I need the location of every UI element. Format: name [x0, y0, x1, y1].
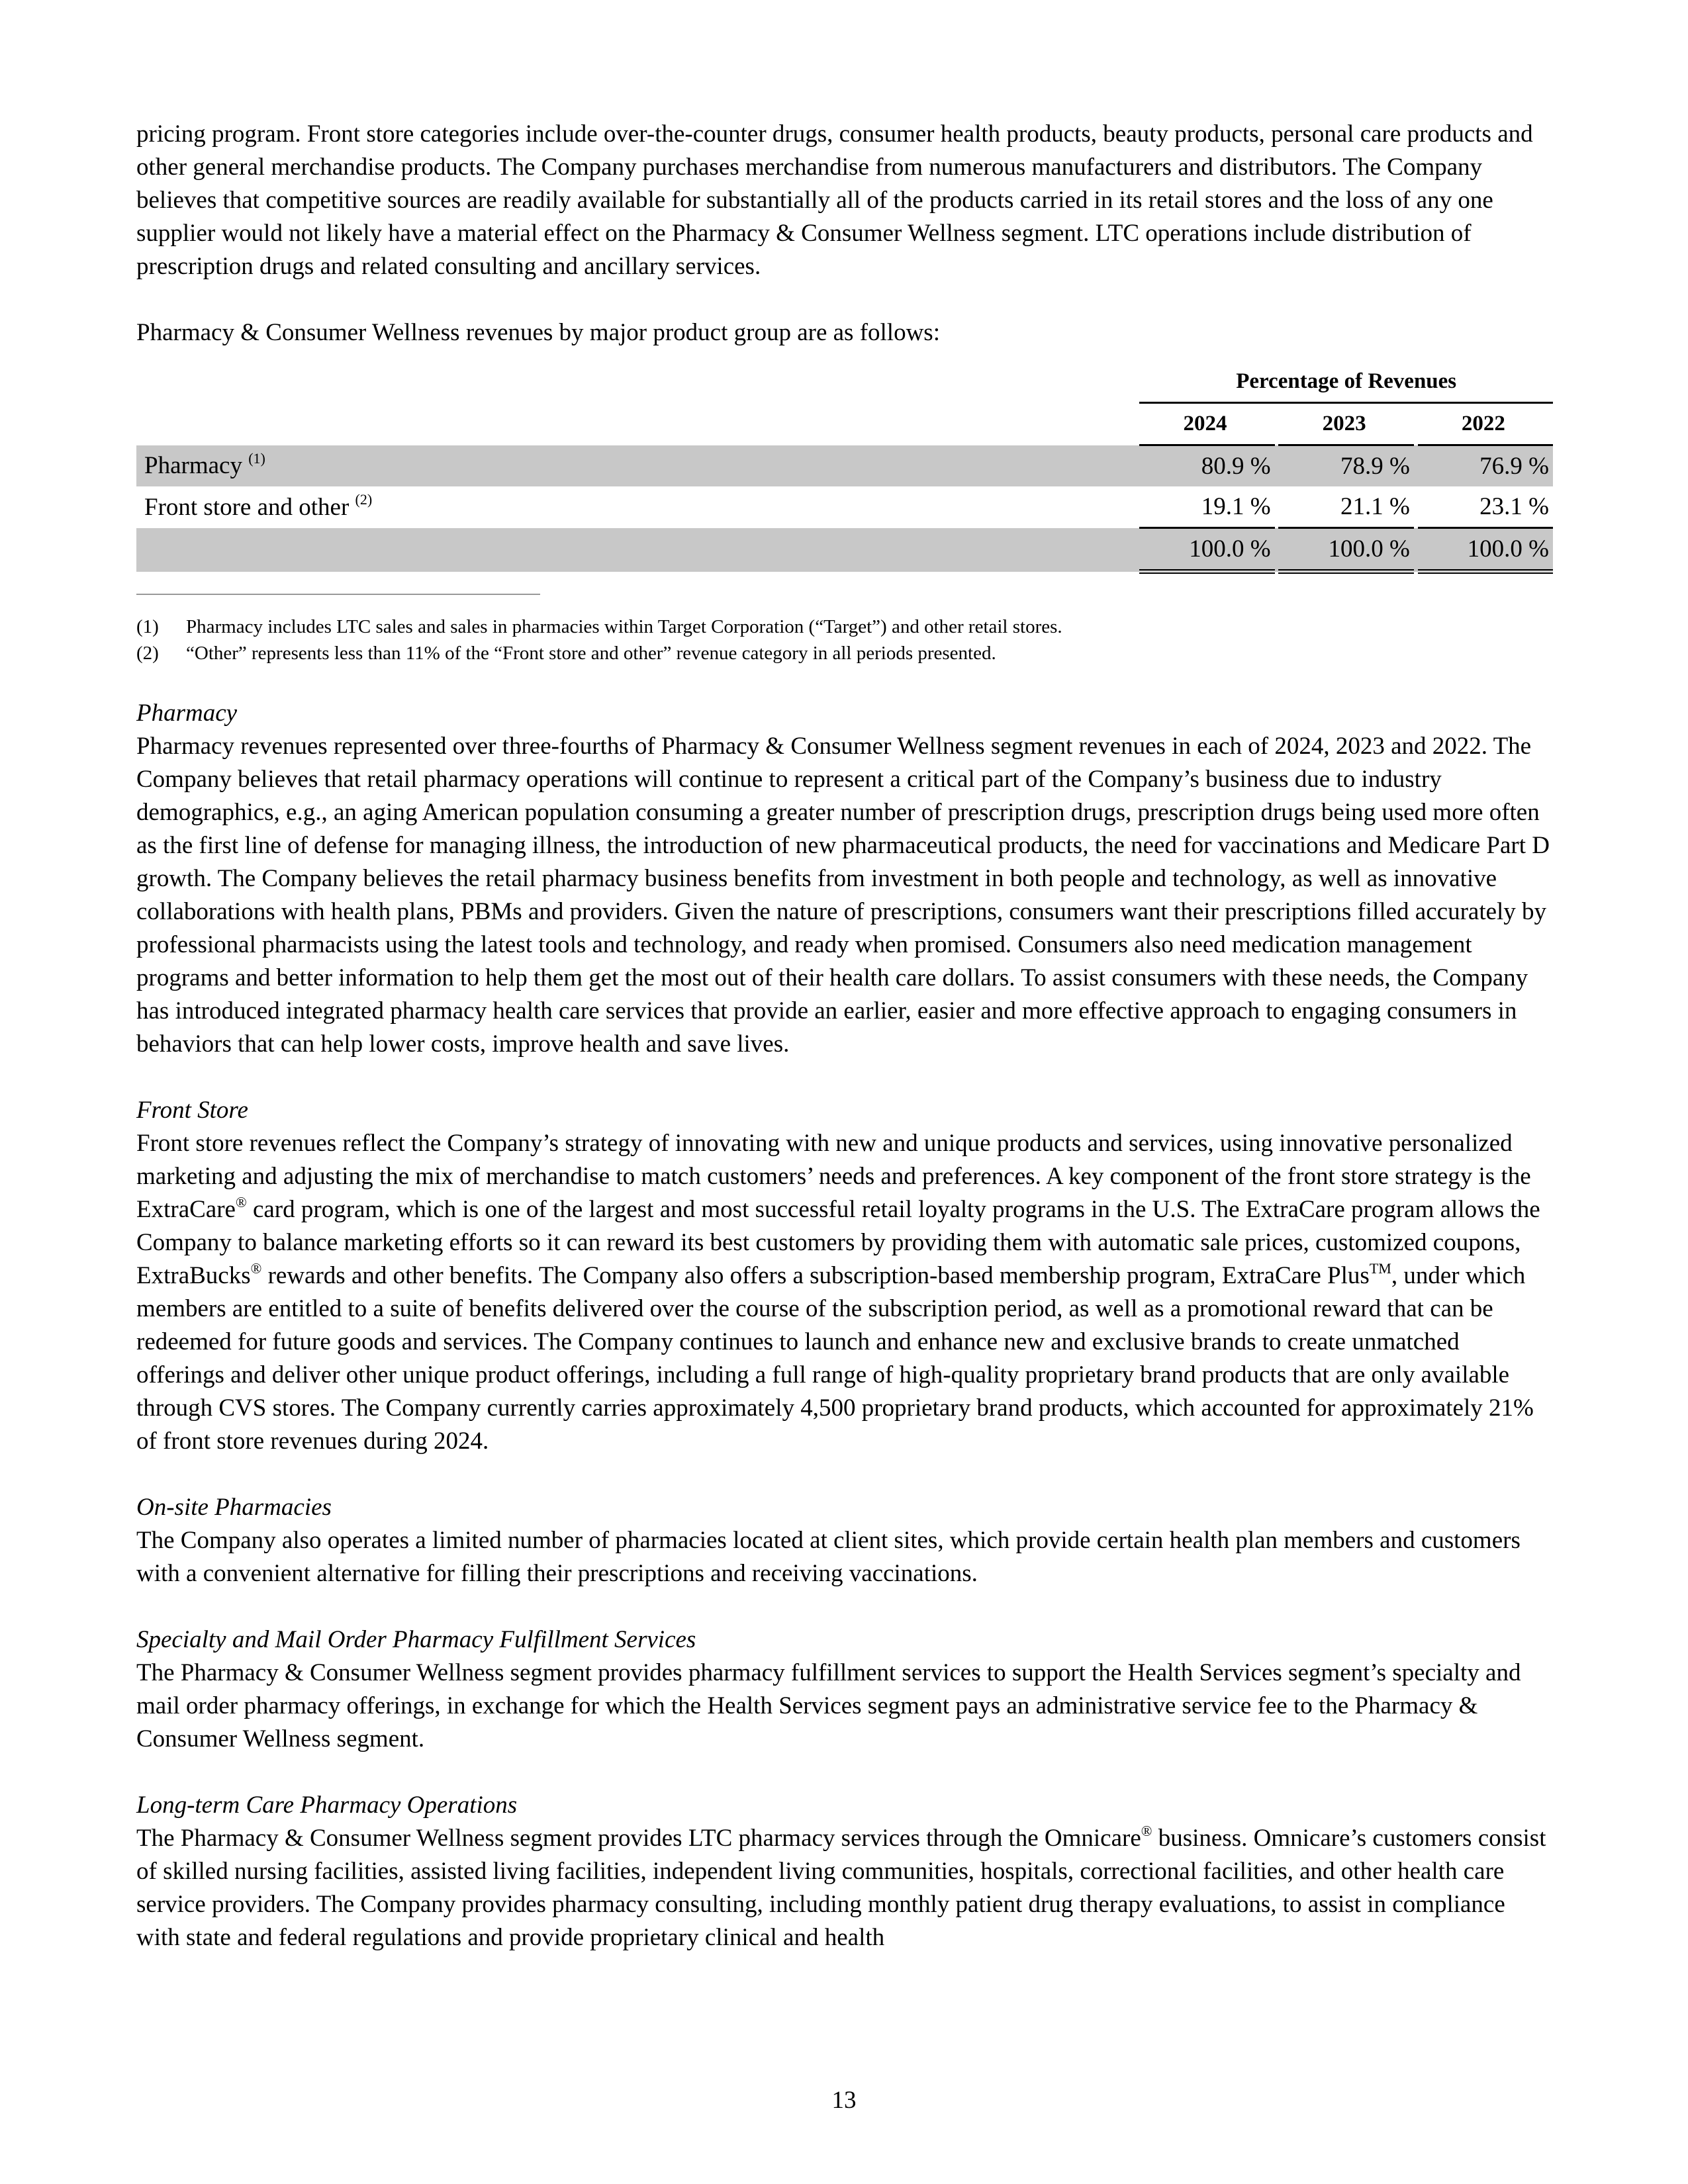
trademark: TM [1369, 1259, 1391, 1277]
table-cell-total: 100.0 % [1418, 528, 1553, 572]
footnote-text: Pharmacy includes LTC sales and sales in pharmacies within Target Corporation (“Target”) and other retail stores. [186, 616, 1062, 637]
footnote-text: “Other” represents less than 11% of the “Front store and other” revenue category in all periods presented. [186, 643, 996, 664]
section-body-onsite: The Company also operates a limited number of pharmacies located at client sites, which provide certain health plan members and customers with a convenient alternative for filling their prescriptions and receiving vaccinations. [136, 1527, 1521, 1587]
footnotes [136, 614, 1553, 666]
footnote-ref: (2) [355, 491, 373, 508]
table-row-total [136, 528, 1553, 572]
section-body-specialty: The Pharmacy & Consumer Wellness segment provides pharmacy fulfillment services to support the Health Services segment’s specialty and mail order pharmacy offerings, in exchange for which the Health Services segment pays an administrative service fee to the Pharmacy & Consumer Wellness segment. [136, 1659, 1521, 1752]
section-heading-onsite: On-site Pharmacies [136, 1494, 332, 1521]
section-heading-ltc: Long-term Care Pharmacy Operations [136, 1792, 518, 1819]
table-intro: Pharmacy & Consumer Wellness revenues by major product group are as follows: [136, 319, 940, 346]
document-page [136, 118, 1553, 1954]
table-cell: 76.9 % [1479, 453, 1549, 480]
table-cell: 21.1 % [1278, 486, 1413, 528]
year-header: 2024 [1139, 403, 1274, 445]
section-heading-specialty: Specialty and Mail Order Pharmacy Fulfillment Services [136, 1626, 696, 1653]
registered-mark: ® [1141, 1822, 1152, 1839]
table-row-pharmacy [136, 445, 1553, 487]
footnote [136, 614, 1553, 640]
registered-mark: ® [250, 1259, 262, 1277]
section-body-pharmacy: Pharmacy revenues represented over three-fourths of Pharmacy & Consumer Wellness segment revenues in each of 2024, 2023 and 2022. The Company believes that retail pharmacy operations will continue to represent a critical part of the Company’s business due to industry demographics, e.g., an aging American population consuming a greater number of prescription drugs, prescription drugs being used more often as the first line of defense for managing illness, the introduction of new pharmaceutical products, the need for vaccinations and Medicare Part D growth. The Company believes the retail pharmacy business benefits from investment in both people and technology, as well as innovative collaborations with health plans, PBMs and providers. Given the nature of prescriptions, consumers want their prescriptions filled accurately by professional pharmacists using the latest tools and technology, and ready when promised. Consumers also need medication management programs and better information to help them get the most out of their health care dollars. To assist consumers with these needs, the Company has introduced integrated pharmacy health care services that provide an earlier, easier and more effective approach to engaging consumers in behaviors that can help lower costs, improve health and save lives. [136, 733, 1550, 1058]
section-body-front-store: Front store revenues reflect the Company’s strategy of innovating with new and unique products and services, using innovative personalized marketing and adjusting the mix of merchandise to match customers’ needs and preferences. A key component of the front store strategy is the ExtraCare® card program, which is one of the largest and most successful retail loyalty programs in the U.S. The ExtraCare program allows the Company to balance marketing efforts so it can reward its best customers by providing them with automatic sale prices, customized coupons, ExtraBucks® rewards and other benefits. The Company also offers a subscription-based membership program, ExtraCare Plus™, under which members are entitled to a suite of benefits delivered over the course of the subscription period, as well as a promotional reward that can be redeemed for future goods and services. The Company continues to launch and enhance new and exclusive brands to create unmatched offerings and deliver other unique product offerings, including a full range of high-quality proprietary brand products that are only available through CVS stores. The Company currently carries approximately 4,500 proprietary brand products, which accounted for approximately 21% of front store revenues during 2024. [136, 1130, 1540, 1455]
row-label: Pharmacy [144, 452, 242, 480]
table-cell: 78.9 % [1340, 453, 1410, 480]
footnote [136, 640, 1553, 666]
table-cell: 80.9 % [1201, 453, 1271, 480]
table-cell-total: 100.0 % [1278, 528, 1413, 572]
table-cell: 23.1 % [1418, 486, 1553, 528]
table-year-header-row [136, 403, 1553, 445]
year-header: 2022 [1418, 403, 1553, 445]
section-heading-front-store: Front Store [136, 1097, 248, 1124]
footnote-number: (1) [136, 616, 159, 637]
registered-mark: ® [235, 1193, 247, 1210]
year-header: 2023 [1278, 403, 1413, 445]
footnote-number: (2) [136, 643, 159, 664]
footnote-divider [136, 594, 540, 595]
percentage-of-revenues-header: Percentage of Revenues [1139, 361, 1553, 403]
table-cell: 19.1 % [1139, 486, 1274, 528]
table-group-header-row [136, 361, 1553, 403]
section-heading-pharmacy: Pharmacy [136, 700, 238, 727]
table-row-front-store [136, 486, 1553, 528]
page-number: 13 [831, 2087, 857, 2114]
footnote-ref: (1) [248, 449, 265, 467]
table-cell-total: 100.0 % [1139, 528, 1274, 572]
row-label: Front store and other [144, 493, 350, 521]
intro-paragraph: pricing program. Front store categories include over-the-counter drugs, consumer health products, beauty products, personal care products and other general merchandise products. The Company purchases merchandise from numerous manufacturers and distributors. The Company believes that competitive sources are readily available for substantially all of the products carried in its retail stores and the loss of any one supplier would not likely have a material effect on the Pharmacy & Consumer Wellness segment. LTC operations include distribution of prescription drugs and related consulting and ancillary services. [136, 120, 1533, 280]
section-body-ltc: The Pharmacy & Consumer Wellness segment provides LTC pharmacy services through the Omnicare® business. Omnicare’s customers consist of skilled nursing facilities, assisted living facilities, independent living communities, hospitals, correctional facilities, and other health care service providers. The Company provides pharmacy consulting, including monthly patient drug therapy evaluations, to assist in compliance with state and federal regulations and provide proprietary clinical and health [136, 1822, 1546, 1951]
revenue-table [136, 361, 1553, 574]
